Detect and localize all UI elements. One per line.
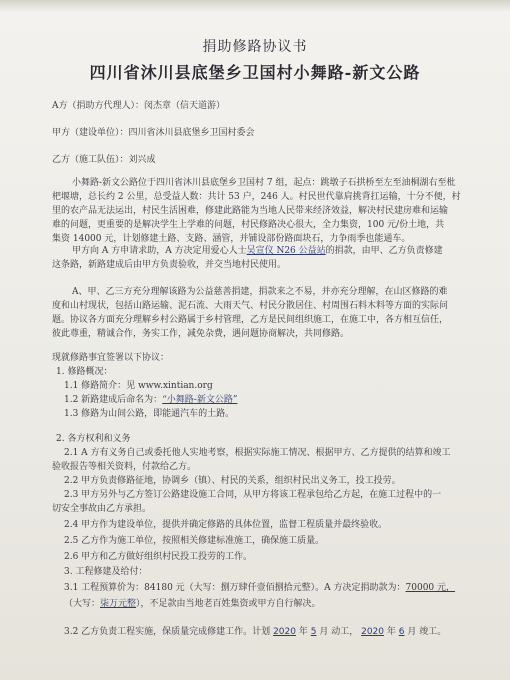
- donation-amount: 70000 元，: [405, 583, 456, 593]
- section-3-2: [64, 626, 446, 638]
- party-a-line: A方（捐助方代理人）：闵杰章（信天道游）: [52, 101, 226, 111]
- donation-line-2: 这条路，新路建成后由甲方负责验收，并交当地村民使用。: [52, 260, 287, 270]
- donation-line: [72, 245, 443, 257]
- para2-line: A、甲、乙三方充分理解该路为公益慈善捐建，捐款来之不易，并亦充分理解，在山区修路的难: [72, 287, 448, 297]
- document-title: 捐助修路协议书: [202, 39, 308, 55]
- schedule-text: 3.2 乙方负责工程实施，保质量完成修建工作。计划: [64, 627, 271, 637]
- section-2-line: 验收报告等相关资料，付款给乙方。: [52, 462, 197, 472]
- website-link[interactable]: www.xintian.org: [138, 381, 213, 391]
- amount-note: ），不足款由当地老百姓集资或甲方自行解决。: [136, 599, 321, 609]
- section-1-3: 1.3 修路为山间公路，即能通汽车的土路。: [64, 409, 235, 419]
- section-2-line: 2.6 甲方和乙方做好组织村民投工投劳的工作。: [64, 552, 253, 562]
- end-year: 2020: [361, 627, 384, 637]
- party-jia-line: 甲方（建设单位）：四川省沐川县底堡乡卫国村委会: [52, 128, 255, 138]
- donor-name: 吴宣仪 N26 公益站: [246, 246, 326, 256]
- start-year: 2020: [273, 627, 296, 637]
- intro-line: 杷堰塘，总长约 2 公里，总受益人数：共计 53 户，246 人。村民世代靠肩挑背扛运输，十分不便，村: [52, 192, 461, 202]
- para2-line: 彼此尊重，精诚合作，务实工作，减免杂费，遇问题协商解决，共同修路。: [52, 329, 350, 339]
- start-month: 5: [310, 627, 317, 637]
- amount-caps-label: （大写：: [64, 599, 101, 609]
- intro-line: 集资 14000 元，计划修建土路、支路、涵管，并铺设部份路面块石，力争雨季也能通车。: [52, 234, 411, 244]
- section-3-1: [64, 582, 455, 594]
- end-month: 6: [398, 627, 405, 637]
- section-1-2: [64, 394, 237, 406]
- start-label: 月 动工，: [319, 627, 359, 637]
- section-3-1-cont: [64, 598, 321, 610]
- section-2-line: 2.3 甲方另外与乙方签订公路建设施工合同，从甲方将该工程承包给乙方起，在施工过程中的一: [64, 490, 442, 500]
- donation-pre: 甲方向 A 方申请求助，A 方决定用爱心人士: [72, 246, 247, 256]
- section-2-heading: 2. 各方权利和义务: [56, 434, 131, 444]
- intro-line: 小舞路-新文公路位于四川省沐川县底堡乡卫国村 7 组，起点：跳墩子石拱桥至左至油桐湖右至枇: [72, 178, 456, 188]
- section-2-line: 2.5 乙方作为施工单位，按照相关修建标准施工，确保施工质量。: [64, 536, 325, 546]
- section-2-line: 切安全事故由乙方承担。: [52, 504, 152, 514]
- website-label: 1.1 修路简介：见: [64, 381, 139, 391]
- budget-text: 3.1 工程预算价为：84180 元（大写：捌万肆仟壹佰捌拾元整）。A 方决定捐助款为：: [64, 583, 406, 593]
- year-label: 年: [386, 627, 396, 637]
- road-name-label: 1.2 新路建成后命名为：: [64, 395, 163, 405]
- document-subtitle: 四川省沐川县底堡乡卫国村小舞路-新文公路: [89, 63, 421, 82]
- para2-line: 度和山村现状，包括山路运输、泥石流、大雨天气、村民分散居住、村周围石料木料等方面的实际问: [52, 301, 449, 311]
- year-label: 年: [298, 627, 308, 637]
- section-1-1: [64, 380, 213, 392]
- intro-line: 难的问题，更重要的是解决学生上学难的问题，村民修路决心很大，全力集资，100 元/份土地，共: [52, 220, 445, 230]
- intro-line: 里的农产品无法运出，村民生活困难，修建此路能为当地人民带来经济效益，解决村民建房难和运输: [52, 206, 449, 216]
- end-label: 月 竣工。: [407, 627, 447, 637]
- section-1-heading: 1. 修路概况：: [56, 367, 113, 377]
- party-yi-line: 乙方（施工队伍）：刘兴成: [52, 155, 156, 165]
- para2-line: 题。协议各方面充分理解乡村公路属于乡村管理，乙方是民间组织施工，在施工中，各方相互信任，: [52, 315, 449, 325]
- paper-shadow: [0, 0, 510, 12]
- amount-in-words: 柒万元整: [100, 599, 137, 609]
- section-2-line: 2.2 甲方负责修路征地，协调乡（镇）、村民的关系，组织村民出义务工，投工投劳。: [64, 476, 401, 486]
- section-3-heading: 3. 工程修建及给付：: [64, 567, 148, 577]
- road-name: “小舞路-新文公路”: [162, 395, 238, 405]
- agreement-heading: 现就修路事宜签署以下协议：: [52, 353, 170, 363]
- section-2-line: 2.4 甲方作为建设单位，提供并确定修路的具体位置，监督工程质量并最终验收。: [64, 520, 388, 530]
- donation-post: 的捐款，由甲、乙方负责修建: [325, 246, 443, 256]
- section-2-line: 2.1 A 方有义务自己或委托他人实地考察，根据实际施工情况、根据甲方、乙方提供的结算和竣工: [64, 448, 451, 458]
